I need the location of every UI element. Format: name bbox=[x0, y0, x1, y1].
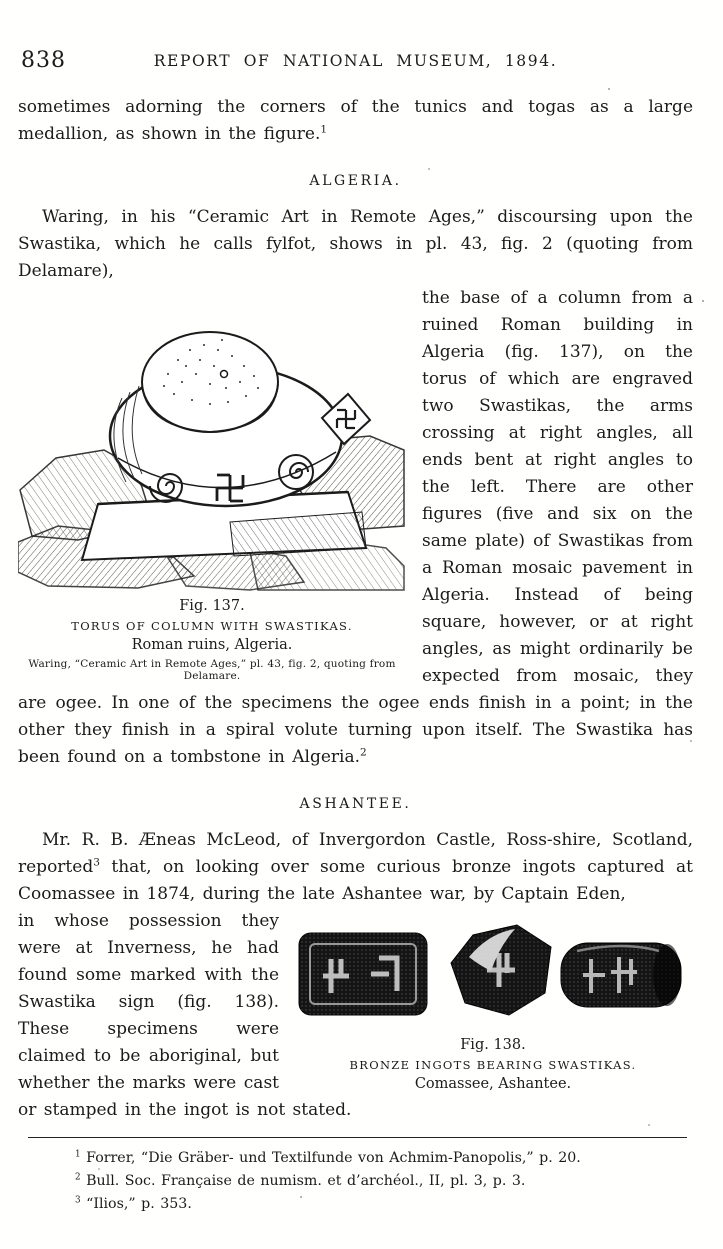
ingot-1 bbox=[299, 933, 427, 1015]
footnotes bbox=[18, 1147, 693, 1216]
paragraph-algeria-text: the base of a column from a ruined Roman building in Algeria (fig. 137), on the torus of which are engraved two Swastikas, the arms crossing at right angles, all ends bent at right angles to the left. There are other figures (five and six on the same plate) of Swastikas from a Roman mosaic pavement in Algeria. Instead of being square, however, or at right angles, as might ordinarily be expected from mosaic, they are ogee. In one of the specimens the ogee ends finish in a point; in the other they finish in a spiral volute turning upon itself. The Swastika has been found on a tombstone in Algeria. bbox=[18, 288, 693, 767]
page-header bbox=[18, 48, 693, 78]
figure-138-subtitle: Comassee, Ashantee. bbox=[414, 1076, 572, 1092]
figure-137-illustration bbox=[18, 290, 406, 592]
figure-138-title: BRONZE INGOTS BEARING SWASTIKAS. bbox=[349, 1058, 637, 1072]
footnote-2-text: Bull. Soc. Française de numism. et d’archéol., II, pl. 3, p. 3. bbox=[86, 1173, 526, 1189]
section-heading-algeria: ALGERIA. bbox=[309, 173, 402, 189]
figure-138 bbox=[293, 913, 693, 1092]
figure-137-subtitle: Roman ruins, Algeria. bbox=[131, 637, 293, 653]
paragraph-intro-text: sometimes adorning the corners of the tunics and togas as a large medallion, as shown in the figure. bbox=[18, 97, 693, 144]
footnote-ref-3: 3 bbox=[93, 856, 100, 869]
paragraph-intro bbox=[18, 94, 693, 148]
running-title: REPORT OF NATIONAL MUSEUM, 1894. bbox=[153, 52, 558, 70]
algeria-figure-wrap bbox=[18, 285, 693, 771]
footnote-1 bbox=[75, 1147, 653, 1170]
paragraph-ashantee-lead-post: that, on looking over some curious bronze ingots captured at Coomassee in 1874, during the late Ashantee war, by Captain Eden, bbox=[18, 857, 693, 904]
scan-artifacts bbox=[0, 0, 2, 2]
figure-137-credit: Waring, “Ceramic Art in Remote Ages,” pl. 43, fig. 2, quoting from Delamare. bbox=[28, 658, 396, 682]
footnote-ref-1: 1 bbox=[320, 123, 328, 136]
ashantee-figure-wrap bbox=[18, 908, 693, 1124]
figure-137-title: TORUS OF COLUMN WITH SWASTIKAS. bbox=[71, 619, 353, 633]
footnote-2 bbox=[75, 1170, 653, 1193]
footnote-3 bbox=[75, 1193, 653, 1216]
paragraph-ashantee-continued: in whose possession they were at Inverness, he had found some marked with the Swastika sign (fig. 138). These specimens were claimed to be aboriginal, but whether the marks were cast or stamped in the ingot is not stated. bbox=[18, 911, 352, 1120]
figure-138-caption bbox=[293, 1037, 693, 1092]
section-heading-ashantee: ASHANTEE. bbox=[299, 796, 412, 812]
paragraph-algeria-lead: Waring, in his “Ceramic Art in Remote Ages,” discoursing upon the Swastika, which he calls fylfot, shows in pl. 43, fig. 2 (quoting from Delamare), bbox=[18, 207, 693, 281]
footnote-3-marker: 3 bbox=[75, 1195, 81, 1206]
figure-138-illustration bbox=[293, 913, 693, 1031]
ingot-2 bbox=[451, 925, 551, 1015]
footnote-ref-2: 2 bbox=[360, 746, 367, 759]
column-dome bbox=[142, 332, 278, 432]
page-number: 838 bbox=[21, 48, 66, 73]
figure-137-caption bbox=[18, 598, 406, 682]
paragraph-ashantee-lead bbox=[18, 827, 693, 908]
figure-137 bbox=[18, 290, 406, 682]
figure-138-label: Fig. 138. bbox=[460, 1037, 526, 1053]
footnote-3-text: “Ilios,” p. 353. bbox=[86, 1196, 192, 1212]
footnote-separator bbox=[28, 1137, 687, 1138]
ingot-3 bbox=[561, 943, 681, 1007]
footnote-2-marker: 2 bbox=[75, 1172, 81, 1183]
figure-137-label: Fig. 137. bbox=[179, 598, 245, 614]
footnote-1-text: Forrer, “Die Gräber- und Textilfunde von Achmim-Panopolis,” p. 20. bbox=[86, 1150, 581, 1166]
paragraph-ashantee-lead-pre: Mr. R. B. Æneas McLeod, of Invergordon Castle, Ross-shire, Scotland, reported bbox=[18, 830, 693, 877]
footnote-1-marker: 1 bbox=[75, 1149, 81, 1160]
